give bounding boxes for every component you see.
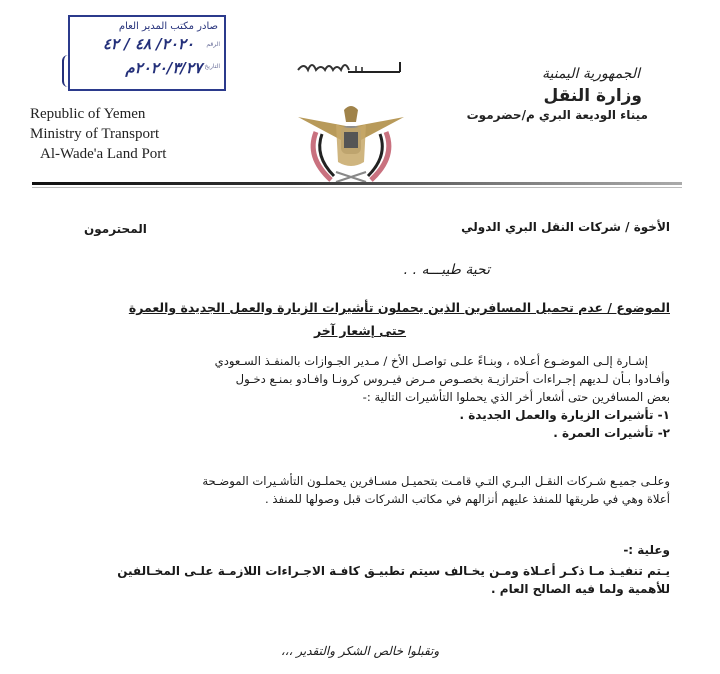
respected-salutation: المحترمون <box>84 222 147 236</box>
paragraph-line: بعض المسافرين حتى أشعار أخر الذي يحملوا التأشيرات التالية :- <box>362 390 670 404</box>
paragraph-instructions <box>202 472 670 508</box>
paragraph-line: أعلاة وهي في طريقها للمنفذ عليهم أنزالهم في مكاتب الشركات قبل وصولها للمنفذ . <box>264 492 670 506</box>
stamp-office: صادر مكتب المدير العام <box>118 21 218 32</box>
ministry-ar: وزارة النقل <box>543 86 642 106</box>
port-en: Al-Wade'a Land Port <box>40 146 167 162</box>
paragraph-line: وأفـادوا بـأن لـديهم إجـراءات أحترازيـة بخصـوص مـرض فيـروس كرونـا وافـادو بمنـع دخـول <box>235 372 670 386</box>
republic-en: Republic of Yemen <box>30 106 146 122</box>
ministry-en: Ministry of Transport <box>30 126 160 142</box>
subject-line-2: حتى إشعار آخر <box>313 323 407 338</box>
list-item-visit-work-visas: ١- تأشيرات الزيارة والعمل الجديدة . <box>459 408 670 422</box>
header-divider <box>32 182 682 185</box>
stamp-number: ٢٠٢٠/ ٤٨ / ٤٢ <box>102 35 194 53</box>
stamp-date-label: التاريخ <box>204 63 220 70</box>
paragraph-line: وعلـى جميـع شـركات النقـل البـري التـي قامـت بتحميـل مسـافرين يحملـون التأشـيرات الموضـحة <box>202 474 670 488</box>
header-divider-shadow <box>32 187 682 188</box>
list-item-umrah-visas: ٢- تأشيرات العمرة . <box>553 426 670 440</box>
closing-line: وتقبلوا خالص الشكر والتقدير ،،، <box>280 644 440 658</box>
paragraph-line: إشـارة إلـى الموضـوع أعـلاه ، وبنـاءً علـى تواصـل الأخ / مـدير الجـوازات بالمنفـذ السـعودي <box>214 354 648 368</box>
addressee: الأخوة / شركات النقل البري الدولي <box>461 220 670 234</box>
basmala-calligraphy-icon <box>296 58 404 78</box>
stamp-date: ٢٠٢٠/٣/٢٧م <box>125 59 202 77</box>
yemen-emblem-icon <box>296 92 406 192</box>
header-english <box>30 104 166 164</box>
header-arabic <box>467 66 648 122</box>
republic-ar: الجمهورية اليمنية <box>541 66 640 82</box>
paragraph-enforcement <box>117 562 670 598</box>
stamp-number-label: الرقم <box>206 41 220 48</box>
greeting: تحية طيبـــه . . <box>403 262 490 278</box>
paragraph-intro <box>215 352 670 442</box>
subject-line-1: الموضوع / عدم تحميل المسافرين الذين يحملون تأشيرات الزيارة والعمل الجديدة والعمرة <box>128 300 670 315</box>
port-ar: ميناء الوديعة البري م/حضرموت <box>466 108 648 122</box>
paragraph-line: للأهمية ولما فيه الصالح العام . <box>491 582 670 596</box>
hence-label: وعلية :- <box>623 543 670 557</box>
stamp-bracket <box>62 55 74 87</box>
outgoing-stamp <box>68 15 226 91</box>
paragraph-line: يـتم تنفيـذ مـا ذكـر أعـلاة ومـن يخـالف سيتم تطبيـق كافـة الاجـراءات اللازمـة علـى المخـالفين <box>117 564 670 578</box>
